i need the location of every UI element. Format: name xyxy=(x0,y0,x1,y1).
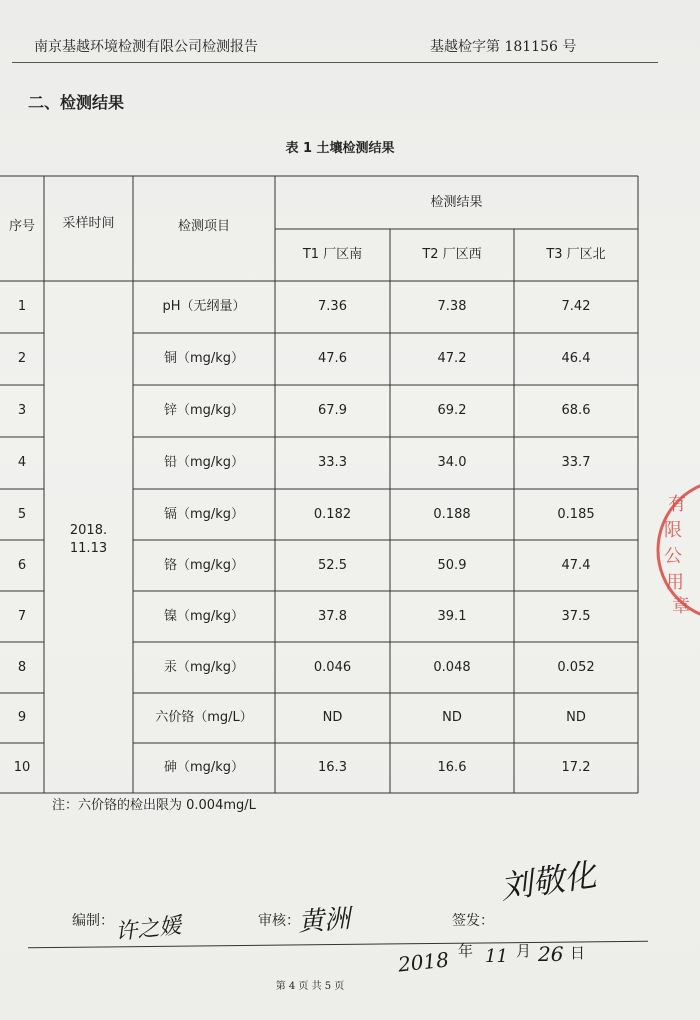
result-value-site-2: 47.2 xyxy=(437,351,467,366)
test-item: 镍（mg/kg） xyxy=(163,609,245,624)
row-number: 3 xyxy=(17,403,27,418)
result-value-site-3: 37.5 xyxy=(561,609,591,624)
date-year: 2018 xyxy=(396,947,451,977)
page-number-footer: 第 4 页 共 5 页 xyxy=(275,981,345,992)
row-number: 2 xyxy=(17,351,27,366)
test-item: 砷（mg/kg） xyxy=(163,760,245,775)
result-value-site-2: 69.2 xyxy=(437,403,467,418)
result-value-site-1: 7.36 xyxy=(318,299,347,314)
prepared-by-label: 编制： xyxy=(72,913,114,929)
row-number: 6 xyxy=(17,558,27,573)
svg-text:章: 章 xyxy=(672,596,690,617)
report-number: 基越检字第 181156 号 xyxy=(430,39,577,55)
test-item: 镉（mg/kg） xyxy=(163,507,245,522)
issued-signature: 刘敬化 xyxy=(498,855,599,907)
table-caption: 表 1 土壤检测结果 xyxy=(285,141,395,156)
result-value-site-1: 67.9 xyxy=(318,403,347,418)
result-value-site-2: 16.6 xyxy=(437,760,467,775)
row-number: 8 xyxy=(17,660,27,675)
col-header-site-t1: T1 厂区南 xyxy=(302,247,363,262)
svg-text:限: 限 xyxy=(664,520,682,541)
result-value-site-3: 7.42 xyxy=(561,299,591,314)
result-value-site-2: 0.048 xyxy=(433,660,471,675)
sampling-date-cell: 2018. 11.13 xyxy=(69,523,108,556)
test-item: pH（无纲量） xyxy=(162,299,246,314)
company-report-header: 南京基越环境检测有限公司检测报告 xyxy=(34,39,258,55)
date-year-char: 年 xyxy=(458,942,474,960)
result-value-site-3: 0.185 xyxy=(557,507,595,522)
result-value-site-3: ND xyxy=(566,710,586,725)
test-item: 铜（mg/kg） xyxy=(163,351,245,366)
col-header-seq: 序号 xyxy=(8,219,35,234)
result-value-site-3: 47.4 xyxy=(561,558,591,573)
row-number: 4 xyxy=(17,455,27,470)
test-item: 铅（mg/kg） xyxy=(163,455,245,470)
date-day-char: 日 xyxy=(570,944,586,962)
date-month: 11 xyxy=(485,946,508,967)
result-value-site-1: 16.3 xyxy=(318,760,347,775)
col-header-sampling-time: 采样时间 xyxy=(62,216,115,231)
row-number: 9 xyxy=(17,710,27,725)
result-value-site-1: ND xyxy=(322,710,343,725)
svg-text:用: 用 xyxy=(666,572,684,593)
result-value-site-3: 17.2 xyxy=(561,760,591,775)
result-value-site-1: 52.5 xyxy=(318,558,347,573)
company-seal-stamp xyxy=(648,470,700,630)
result-value-site-1: 47.6 xyxy=(318,351,347,366)
col-header-site-t3: T3 厂区北 xyxy=(546,247,606,262)
result-value-site-2: 34.0 xyxy=(437,455,467,470)
result-value-site-2: ND xyxy=(442,710,462,725)
row-number: 5 xyxy=(17,507,27,522)
col-header-item: 检测项目 xyxy=(177,219,230,234)
result-value-site-3: 33.7 xyxy=(561,455,591,470)
row-number: 1 xyxy=(17,299,27,314)
result-value-site-2: 7.38 xyxy=(437,299,467,314)
result-value-site-1: 37.8 xyxy=(318,609,347,624)
date-day: 26 xyxy=(538,942,564,966)
col-header-results: 检测结果 xyxy=(430,195,483,210)
svg-text:公: 公 xyxy=(664,546,682,567)
table-note: 注：六价铬的检出限为 0.004mg/L xyxy=(52,798,256,813)
section-title: 二、检测结果 xyxy=(28,93,125,112)
reviewed-signature: 黄洲 xyxy=(297,904,352,938)
row-number: 7 xyxy=(17,609,27,624)
test-item: 锌（mg/kg） xyxy=(163,403,245,418)
test-item: 铬（mg/kg） xyxy=(163,558,245,573)
test-item: 六价铬（mg/L） xyxy=(155,710,253,725)
result-value-site-2: 0.188 xyxy=(433,507,471,522)
issued-by-label: 签发： xyxy=(452,913,494,929)
result-value-site-2: 50.9 xyxy=(437,558,467,573)
date-month-char: 月 xyxy=(516,942,532,960)
result-value-site-3: 0.052 xyxy=(557,660,595,675)
result-value-site-1: 0.046 xyxy=(313,660,352,675)
row-number: 10 xyxy=(13,760,31,775)
result-value-site-3: 46.4 xyxy=(561,351,591,366)
result-value-site-2: 39.1 xyxy=(437,609,467,624)
result-value-site-1: 0.182 xyxy=(313,507,352,522)
col-header-site-t2: T2 厂区西 xyxy=(422,247,482,262)
result-value-site-1: 33.3 xyxy=(318,455,347,470)
reviewed-by-label: 审核： xyxy=(258,913,300,929)
result-value-site-3: 68.6 xyxy=(561,403,591,418)
svg-text:有: 有 xyxy=(668,494,686,515)
prepared-signature: 许之媛 xyxy=(114,913,183,946)
test-item: 汞（mg/kg） xyxy=(163,660,245,675)
